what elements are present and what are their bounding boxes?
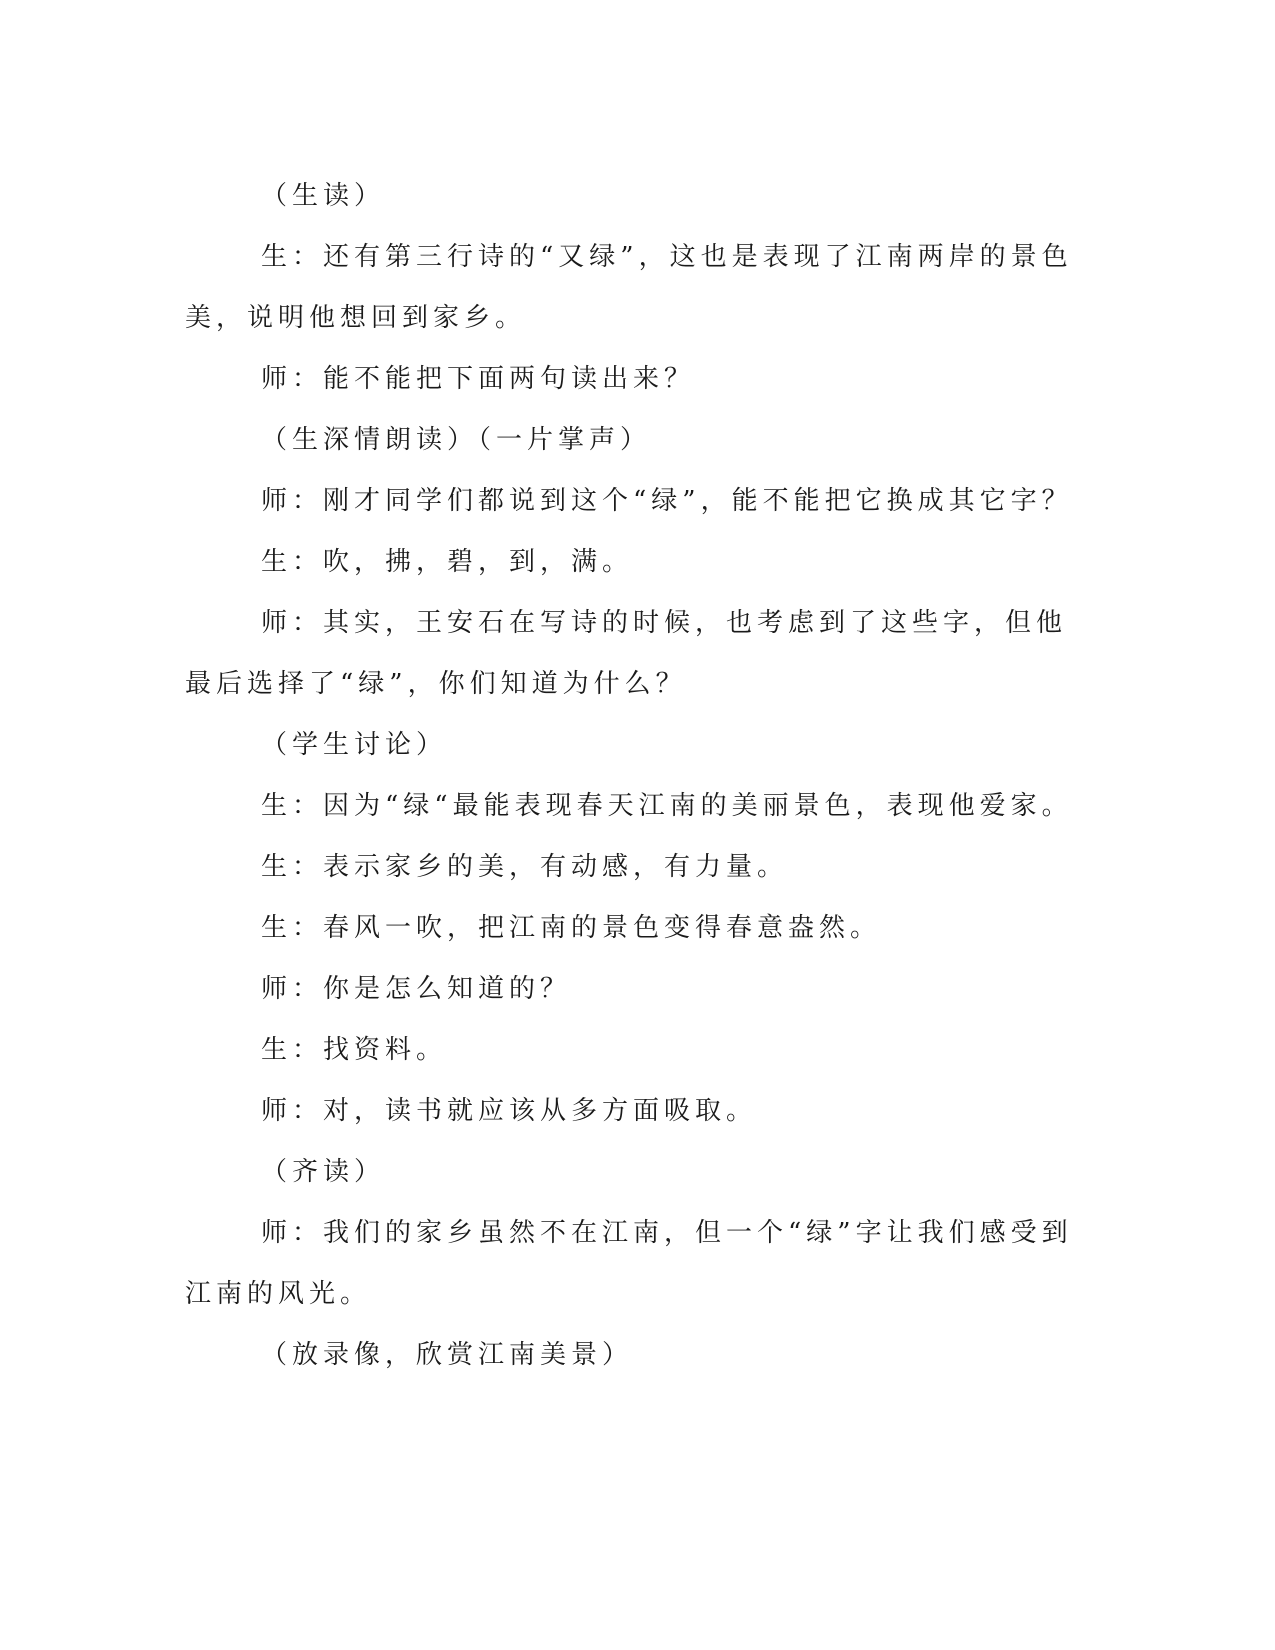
paragraph: 生：找资料。 xyxy=(261,1035,448,1065)
document-body xyxy=(185,166,1075,1386)
paragraph: （生深情朗读）（一片掌声） xyxy=(261,425,652,455)
paragraph: （学生讨论） xyxy=(261,730,448,760)
paragraph: 师：能不能把下面两句读出来？ xyxy=(261,364,696,394)
paragraph: 师：我们的家乡虽然不在江南，但一个“绿”字让我们感受到江南的风光。 xyxy=(185,1218,1073,1309)
paragraph: 师：刚才同学们都说到这个“绿”，能不能把它换成其它字？ xyxy=(261,486,1073,516)
paragraph: 生：春风一吹，把江南的景色变得春意盎然。 xyxy=(261,913,882,943)
paragraph: （齐读） xyxy=(261,1157,386,1187)
paragraph: （放录像，欣赏江南美景） xyxy=(261,1340,634,1370)
paragraph: 生：因为“绿“最能表现春天江南的美丽景色，表现他爱家。 xyxy=(261,791,1073,821)
paragraph: 生：还有第三行诗的“又绿”，这也是表现了江南两岸的景色美，说明他想回到家乡。 xyxy=(185,242,1073,333)
paragraph: 师：对，读书就应该从多方面吸取。 xyxy=(261,1096,758,1126)
paragraph: 师：其实，王安石在写诗的时候，也考虑到了这些字，但他最后选择了“绿”，你们知道为什么？ xyxy=(185,608,1068,699)
paragraph: 生：表示家乡的美，有动感，有力量。 xyxy=(261,852,789,882)
paragraph: 生：吹，拂，碧，到，满。 xyxy=(261,547,634,577)
paragraph: 师：你是怎么知道的？ xyxy=(261,974,572,1004)
paragraph: （生读） xyxy=(261,181,386,211)
